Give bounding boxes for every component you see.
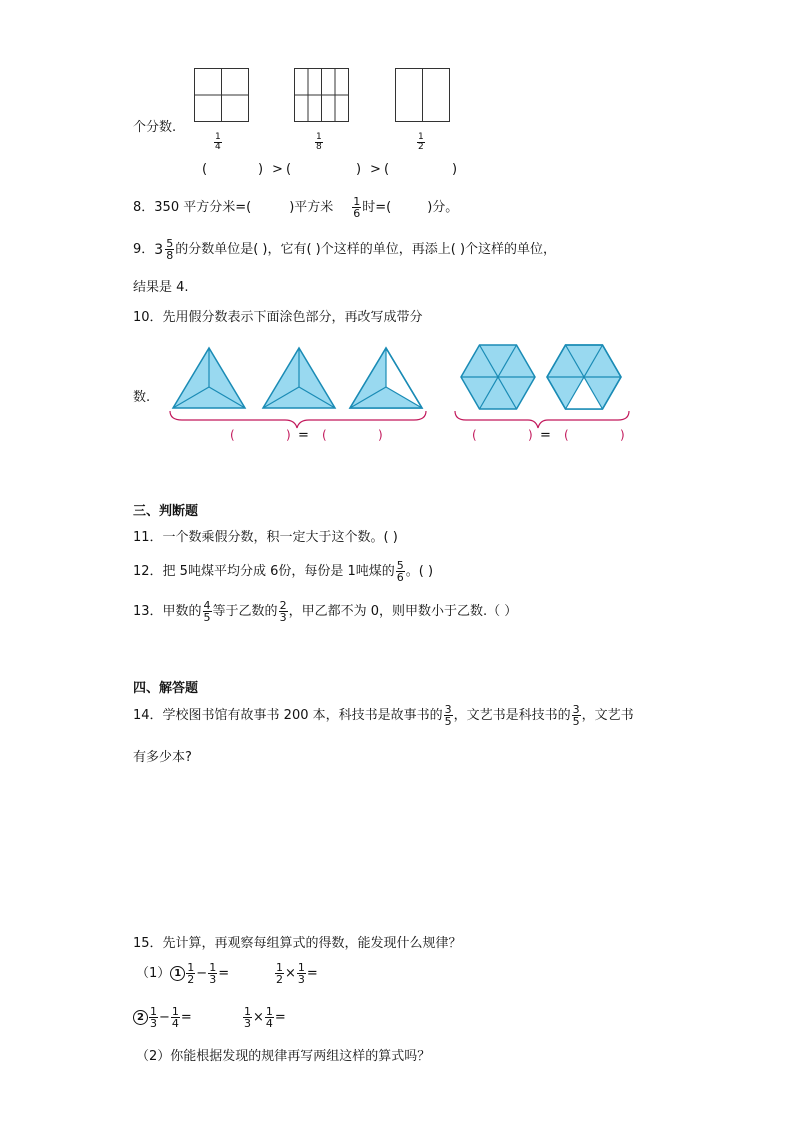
q7-paren-close-2: ) [356,162,362,177]
q12-fraction: $\frac{5}{6}$ [396,559,404,584]
q7-gt-1: > [272,162,283,177]
brace-right [455,411,629,428]
q13-fraction-2: $\frac{2}{3}$ [279,599,287,624]
circled-number-2: 2 [133,1010,148,1025]
grid-label-half: $\frac{1}{2}$ [418,132,424,152]
triangle-full [173,348,245,408]
question-12: 12．把 5吨煤平均分成 6份，每份是 1吨煤的 $\frac{5}{6}$ 。( ) [133,559,434,584]
question-15-part-2: （2）你能根据发现的规律再写两组这样的算式吗？ [136,1049,431,1064]
question-8: 8．350 平方分米=( )平方米 $\frac{1}{6}$ 时=( )分。 [133,195,459,220]
q7-lead-text: 个分数. [133,120,177,135]
q7-paren-close-1: ) [258,162,264,177]
triangle-full-2 [263,348,335,408]
q9-mixed-number: 3 $\frac{5}{8}$ [154,237,174,262]
triangle-partial [350,348,422,408]
q15-group-1: （1） 1 $\frac{1}{2}$ − $\frac{1}{3}$ = [136,961,230,986]
grid-halves [395,68,451,122]
question-9-line2: 结果是 4. [133,280,189,295]
circled-number-1: 1 [170,966,185,981]
q14-fraction-2: $\frac{3}{5}$ [572,703,580,728]
q7-paren-close-3: ) [452,162,458,177]
question-14-line2: 有多少本? [133,750,192,765]
grid-quarters [194,68,250,122]
q13-fraction-1: $\frac{4}{5}$ [203,599,211,624]
q15-group-2: 2 $\frac{1}{3}$ − $\frac{1}{4}$ = [133,1006,192,1029]
q7-paren-open-3: ( [384,162,390,177]
q7-paren-open-1: ( [202,162,208,177]
question-13: 13．甲数的 $\frac{4}{5}$ 等于乙数的 $\frac{2}{3}$ ，甲乙都不为 0，则甲数小于乙数.（ ） [133,599,518,624]
q15-group-2-product: $\frac{1}{3}$ × $\frac{1}{4}$ = [244,1005,286,1030]
question-10-line2: 数. [133,390,151,405]
section-4-title: 四、解答题 [133,681,199,696]
question-11: 11．一个数乘假分数，积一定大于这个数。( ) [133,530,398,545]
section-3-title: 三、判断题 [133,504,199,519]
q14-fraction-1: $\frac{3}{5}$ [444,703,452,728]
q7-gt-2: > [370,162,381,177]
brace-left [170,411,426,428]
q7-paren-open-2: ( [286,162,292,177]
grid-label-eighth: $\frac{1}{8}$ [316,132,322,152]
question-9: 9． 3 $\frac{5}{8}$ 的分数单位是( )，它有( )个这样的单位，再添上( )个这样的单位， [133,237,557,262]
q15-group-1-product: $\frac{1}{2}$ × $\frac{1}{3}$ = [276,961,318,986]
hexagon-full [461,345,535,409]
grid-label-quarter: $\frac{1}{4}$ [215,132,221,152]
q8-fraction: $\frac{1}{6}$ [353,195,361,220]
question-10-line1: 10．先用假分数表示下面涂色部分，再改写成带分 [133,310,423,325]
hexagon-partial [547,345,621,409]
grid-eighths [294,68,350,122]
question-15-title: 15．先计算，再观察每组算式的得数，能发现什么规律？ [133,936,462,951]
question-14: 14．学校图书馆有故事书 200 本，科技书是故事书的 $\frac{3}{5}$ ，文艺书是科技书的 $\frac{3}{5}$ ，文艺书 [133,703,634,728]
